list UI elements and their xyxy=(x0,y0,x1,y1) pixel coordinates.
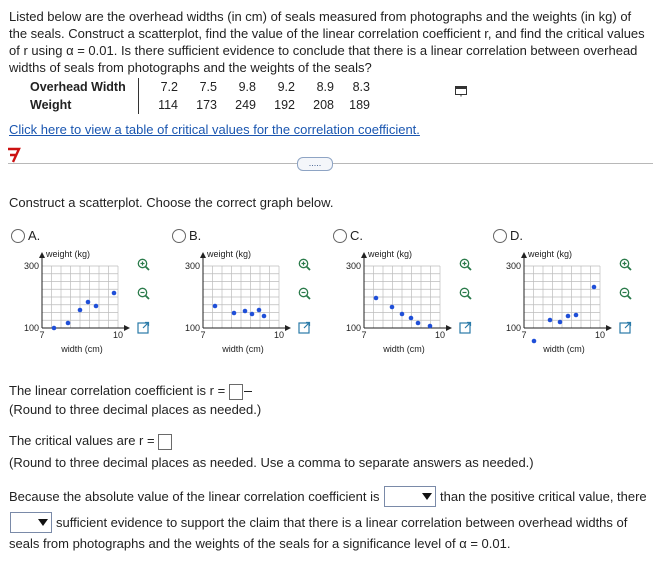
zoom-in-icon[interactable] xyxy=(298,258,311,271)
data-point xyxy=(52,326,57,331)
chevron-down-icon xyxy=(422,493,432,500)
cv-prompt xyxy=(9,433,172,450)
r-note: (Round to three decimal places as needed.) xyxy=(9,402,262,417)
x-axis-arrow xyxy=(285,325,291,331)
zoom-out-icon[interactable] xyxy=(619,287,632,300)
row-label-weight: Weight xyxy=(30,96,139,114)
width-value: 7.5 xyxy=(199,79,217,94)
weight-value: 189 xyxy=(349,97,370,112)
data-point xyxy=(243,309,248,314)
y-tick-label: 100 xyxy=(505,323,521,333)
data-point xyxy=(592,285,597,290)
cv-note: (Round to three decimal places as needed. Use a comma to separate answers as needed.) xyxy=(9,455,534,470)
x-tick-label: 10 xyxy=(112,330,124,340)
zoom-out-icon[interactable] xyxy=(459,287,472,300)
width-value: 7.2 xyxy=(160,79,178,94)
width-value: 9.8 xyxy=(238,79,256,94)
r-prompt-text: The linear correlation coefficient is r = xyxy=(9,383,226,398)
data-point xyxy=(112,291,117,296)
zoom-in-icon[interactable] xyxy=(459,258,472,271)
data-table xyxy=(30,78,370,114)
width-value: 8.9 xyxy=(316,79,334,94)
y-axis-label: weight (kg) xyxy=(528,249,573,259)
data-point xyxy=(257,308,262,313)
data-point xyxy=(66,321,71,326)
y-tick-label: 300 xyxy=(23,261,39,271)
option-letter: B. xyxy=(189,228,202,243)
question-text: Listed below are the overhead widths (in cm) of seals measured from photographs and the weights (in kg) of the seals. Construct a scatterplot, find the value of the linear correlation coefficient r, and find the critical values of r using α = 0.01. Is there sufficient evidence to conclude that there is a linear correlation between overhead widths of seals from photographs and the weights of the seals? xyxy=(9,9,645,75)
x-tick-label: 7 xyxy=(39,330,45,340)
period-mark xyxy=(244,391,252,392)
data-point xyxy=(566,314,571,319)
expand-icon[interactable] xyxy=(619,321,632,334)
scatter-prompt: Construct a scatterplot. Choose the correct graph below. xyxy=(9,195,334,210)
radio-button[interactable] xyxy=(172,229,186,243)
zoom-in-icon[interactable] xyxy=(619,258,632,271)
weight-value: 114 xyxy=(158,97,178,112)
weight-value: 208 xyxy=(313,97,334,112)
y-tick-label: 100 xyxy=(23,323,39,333)
data-point xyxy=(558,320,563,325)
x-axis-arrow xyxy=(124,325,130,331)
expand-icon[interactable] xyxy=(459,321,472,334)
data-point xyxy=(390,305,395,310)
radio-button[interactable] xyxy=(493,229,507,243)
row-label-width: Overhead Width xyxy=(30,78,139,96)
y-axis-label: weight (kg) xyxy=(46,249,91,259)
x-tick-label: 7 xyxy=(521,330,527,340)
y-tick-label: 100 xyxy=(184,323,200,333)
zoom-out-icon[interactable] xyxy=(137,287,150,300)
y-axis-arrow xyxy=(521,252,527,258)
evidence-dropdown[interactable] xyxy=(10,512,52,533)
data-point xyxy=(400,312,405,317)
option-letter: C. xyxy=(350,228,363,243)
x-axis-label: width (cm) xyxy=(222,344,264,354)
width-value: 9.2 xyxy=(277,79,295,94)
y-axis-label: weight (kg) xyxy=(207,249,252,259)
data-point xyxy=(416,321,421,326)
y-axis-label: weight (kg) xyxy=(368,249,413,259)
conclusion-start: Because the absolute value of the linear correlation coefficient is xyxy=(9,489,380,504)
x-axis-label: width (cm) xyxy=(383,344,425,354)
y-axis-arrow xyxy=(200,252,206,258)
x-axis-label: width (cm) xyxy=(61,344,103,354)
table-row-weight xyxy=(30,96,370,114)
comparison-dropdown[interactable] xyxy=(384,486,436,507)
x-axis-arrow xyxy=(606,325,612,331)
option-letter: D. xyxy=(510,228,523,243)
r-input[interactable] xyxy=(229,384,243,400)
data-point xyxy=(250,312,255,317)
data-point xyxy=(574,313,579,318)
x-axis-label: width (cm) xyxy=(543,344,585,354)
data-point xyxy=(78,308,83,313)
y-axis-arrow xyxy=(39,252,45,258)
weight-value: 249 xyxy=(235,97,256,112)
x-tick-label: 10 xyxy=(594,330,606,340)
critical-values-link[interactable]: Click here to view a table of critical values for the correlation coefficient. xyxy=(9,122,420,137)
weight-value: 192 xyxy=(274,97,295,112)
weight-value: 173 xyxy=(196,97,217,112)
table-row-width xyxy=(30,78,370,96)
x-tick-label: 7 xyxy=(361,330,367,340)
radio-button[interactable] xyxy=(11,229,25,243)
option-letter: A. xyxy=(28,228,41,243)
cv-input[interactable] xyxy=(158,434,172,450)
copy-table-icon[interactable] xyxy=(455,86,468,97)
width-value: 8.3 xyxy=(352,79,370,94)
r-prompt xyxy=(9,383,252,400)
y-tick-label: 300 xyxy=(184,261,200,271)
y-tick-label: 300 xyxy=(505,261,521,271)
conclusion-mid: than the positive critical value, there xyxy=(440,489,647,504)
data-point xyxy=(86,300,91,305)
chevron-down-icon xyxy=(38,519,48,526)
x-tick-label: 10 xyxy=(434,330,446,340)
x-tick-label: 10 xyxy=(273,330,285,340)
expand-icon[interactable] xyxy=(137,321,150,334)
data-point xyxy=(213,304,218,309)
data-point xyxy=(232,311,237,316)
y-tick-label: 300 xyxy=(345,261,361,271)
radio-button[interactable] xyxy=(333,229,347,243)
data-point xyxy=(374,296,379,301)
x-axis-arrow xyxy=(446,325,452,331)
expand-icon[interactable] xyxy=(298,321,311,334)
cv-prompt-text: The critical values are r = xyxy=(9,433,155,448)
x-tick-label: 7 xyxy=(200,330,206,340)
conclusion-end: sufficient evidence to support the claim that there is a linear correlation between overhead widths of xyxy=(56,515,628,530)
data-point xyxy=(94,304,99,309)
data-point xyxy=(548,318,553,323)
conclusion-last: seals from photographs and the weights of the seals for a significance level of α = 0.01. xyxy=(9,536,511,551)
data-point xyxy=(532,339,537,344)
data-point xyxy=(409,316,414,321)
zoom-out-icon[interactable] xyxy=(298,287,311,300)
data-point xyxy=(262,314,267,319)
zoom-in-icon[interactable] xyxy=(137,258,150,271)
data-point xyxy=(428,324,433,329)
expand-button[interactable]: ..... xyxy=(297,157,333,171)
y-tick-label: 100 xyxy=(345,323,361,333)
y-axis-arrow xyxy=(361,252,367,258)
